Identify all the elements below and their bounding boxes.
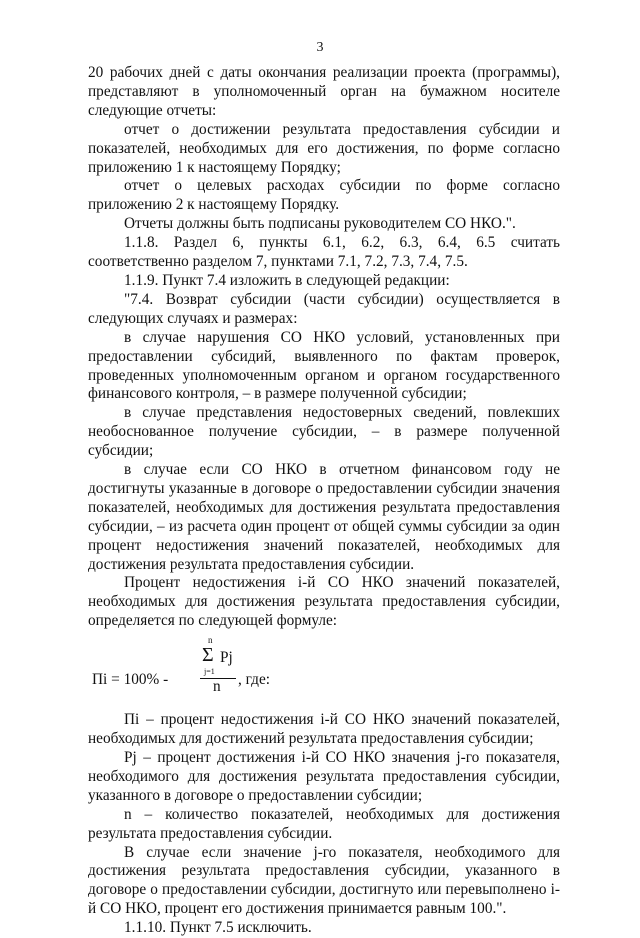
- paragraph: в случае нарушения СО НКО условий, установленных при предоставлении субсидий, выявленного по фактам проверок, проведенных уполномоченным органом и органом государственного финансового контроля, – в размере полученной субсидии;: [88, 328, 560, 403]
- paragraph: Отчеты должны быть подписаны руководителем СО НКО.".: [124, 215, 516, 233]
- paragraph: В случае если значение j-го показателя, необходимого для достижения результата предоставления субсидии, указанного в договоре о предоставлении субсидии, достигнуто или перевыполнено i-й СО НКО, процент его достижения принимается равным 100.".: [88, 843, 560, 918]
- paragraph: 1.1.10. Пункт 7.5 исключить.: [124, 919, 312, 937]
- paragraph: отчет о целевых расходах субсидии по форме согласно приложению 2 к настоящему Порядку.: [88, 177, 560, 214]
- page-number: 3: [316, 40, 324, 55]
- formula-sum-upper: n: [208, 635, 213, 646]
- formula-summand: Pj: [220, 649, 233, 667]
- formula-tail: , где:: [238, 671, 270, 689]
- paragraph: 1.1.9. Пункт 7.4 изложить в следующей редакции:: [124, 271, 450, 289]
- paragraph: "7.4. Возврат субсидии (части субсидии) осуществляется в следующих случаях и размерах:: [88, 290, 560, 327]
- paragraph: 20 рабочих дней с даты окончания реализации проекта (программы), представляют в уполномоченный орган на бумажном носителе следующие отчеты:: [88, 64, 560, 119]
- paragraph: 1.1.8. Раздел 6, пункты 6.1, 6.2, 6.3, 6.4, 6.5 считать соответственно разделом 7, пунктами 7.1, 7.2, 7.3, 7.4, 7.5.: [88, 234, 560, 271]
- paragraph: Pj – процент достижения i-й СО НКО значения j-го показателя, необходимого для достижения результата предоставления субсидии, указанного в договоре о предоставлении субсидии;: [88, 749, 560, 804]
- paragraph: Процент недостижения i-й СО НКО значений показателей, необходимых для достижения результата предоставления субсидии, определяется по следующей формуле:: [88, 574, 560, 630]
- paragraph: Пi – процент недостижения i-й СО НКО значений показателей, необходимых для достижений результата предоставления субсидии;: [88, 711, 560, 748]
- formula-lhs: Пi = 100% -: [92, 671, 169, 689]
- formula-sum-lower: j=1: [204, 667, 215, 677]
- paragraph: в случае представления недостоверных сведений, повлекших необоснованное получение субсидии, – в размере полученной субсидии;: [88, 404, 560, 460]
- document-body: [88, 64, 560, 938]
- formula: [88, 633, 560, 707]
- paragraph: n – количество показателей, необходимых для достижения результата предоставления субсидии.: [88, 805, 560, 842]
- formula-denominator: n: [213, 678, 221, 696]
- paragraph: отчет о достижении результата предоставления субсидии и показателей, необходимых для его достижения, по форме согласно приложению 1 к настоящему Порядку;: [88, 120, 560, 176]
- formula-sum-symbol: Σ: [202, 644, 214, 667]
- paragraph: в случае если СО НКО в отчетном финансовом году не достигнуты указанные в договоре о предоставлении субсидии значения показателей, необходимых для достижения результата предоставления субсидии, – из расчета один процент от общей суммы субсидии за один процент недостижения значений показателей, необходимых для достижения результата предоставления субсидии.: [88, 461, 560, 573]
